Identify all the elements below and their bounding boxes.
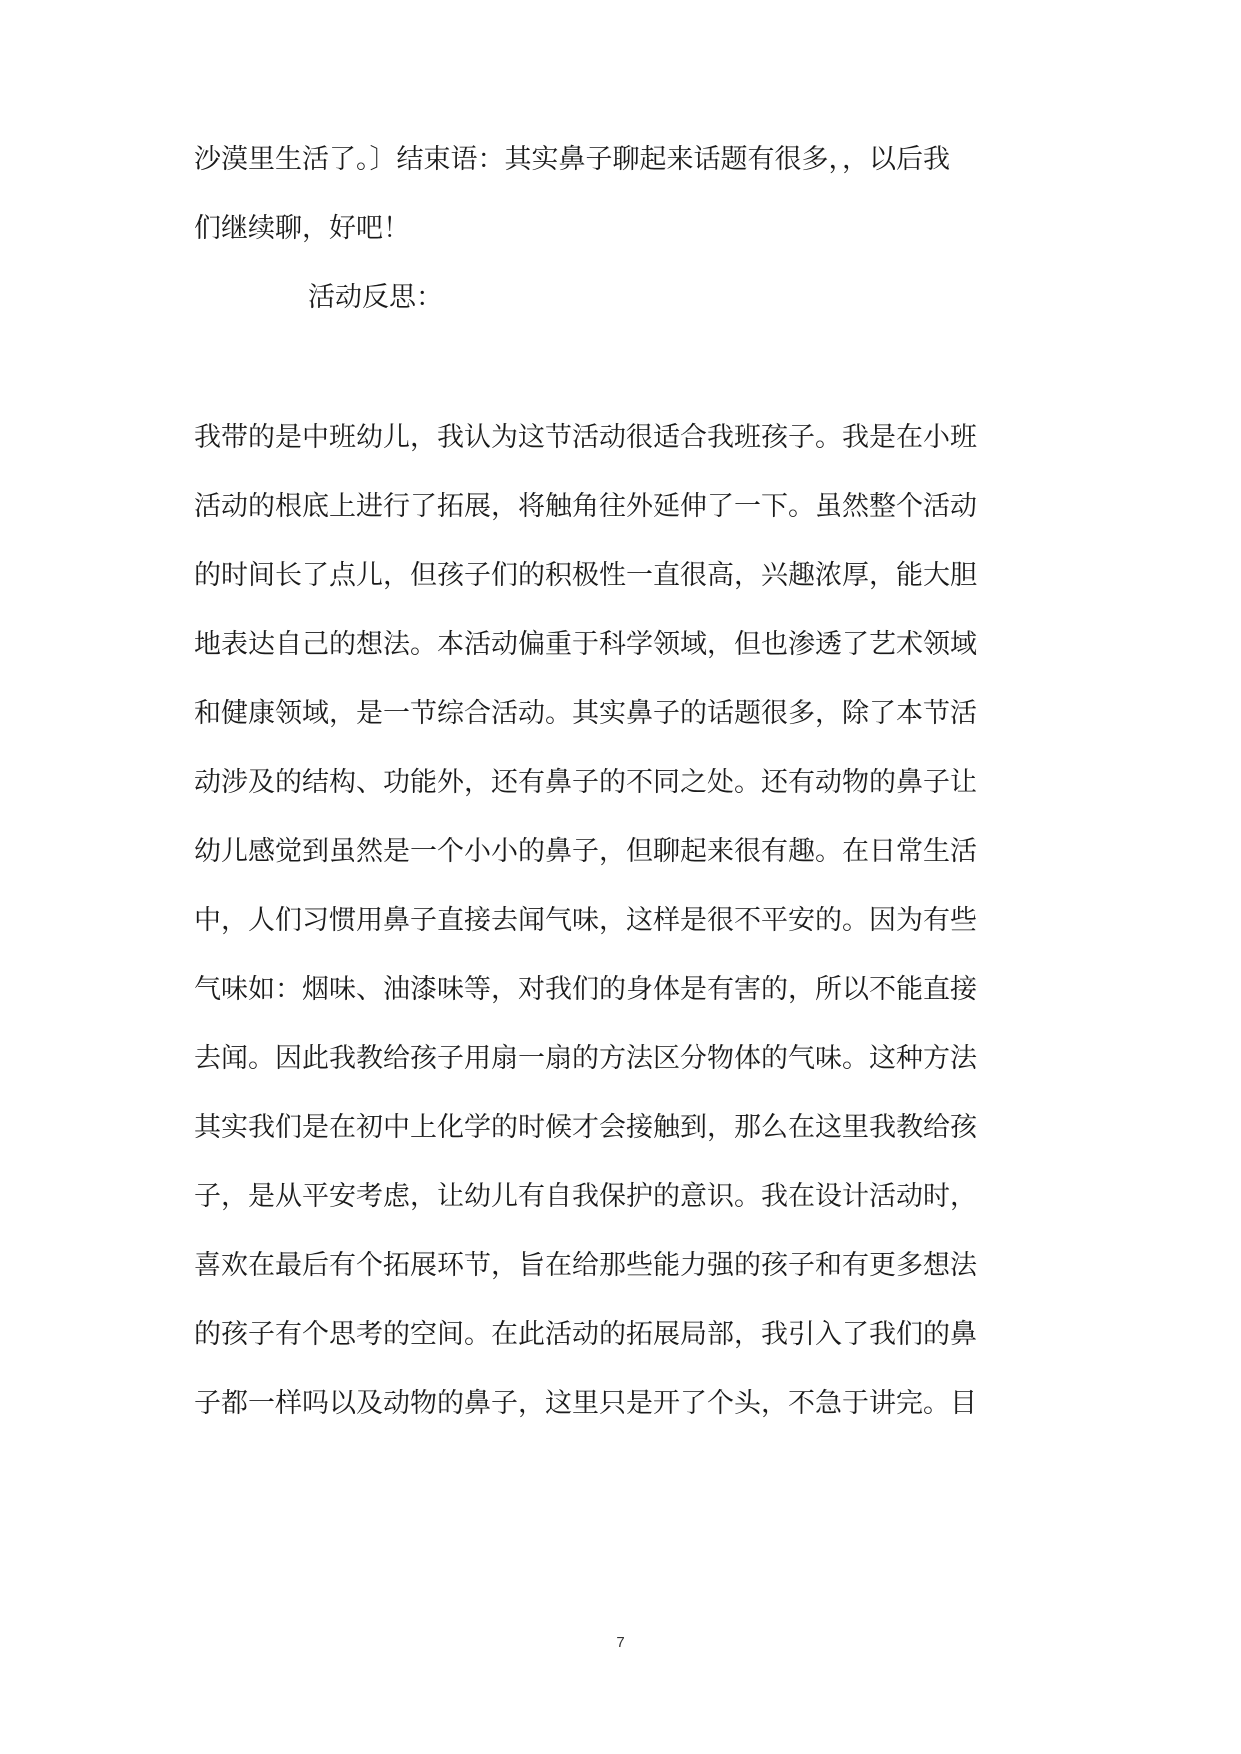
text-line: 们继续聊，好吧！: [194, 213, 410, 244]
text-line: 动涉及的结构、功能外，还有鼻子的不同之处。还有动物的鼻子让: [194, 767, 977, 798]
text-line: 气味如：烟味、油漆味等，对我们的身体是有害的，所以不能直接: [194, 974, 977, 1005]
text-line: 的孩子有个思考的空间。在此活动的拓展局部，我引入了我们的鼻: [194, 1319, 977, 1350]
text-line: 地表达自己的想法。本活动偏重于科学领域，但也渗透了艺术领域: [194, 629, 977, 660]
text-line: 我带的是中班幼儿，我认为这节活动很适合我班孩子。我是在小班: [194, 422, 977, 453]
section-heading: 活动反思：: [308, 282, 443, 313]
page-number: 7: [616, 1634, 625, 1651]
text-line: 子，是从平安考虑，让幼儿有自我保护的意识。我在设计活动时，: [194, 1181, 977, 1212]
text-line: 的时间长了点儿，但孩子们的积极性一直很高，兴趣浓厚，能大胆: [194, 560, 977, 591]
text-line: 子都一样吗以及动物的鼻子，这里只是开了个头，不急于讲完。目: [194, 1388, 977, 1419]
text-line: 和健康领域，是一节综合活动。其实鼻子的话题很多，除了本节活: [194, 698, 977, 729]
text-line: 中，人们习惯用鼻子直接去闻气味，这样是很不平安的。因为有些: [194, 905, 977, 936]
text-line: 喜欢在最后有个拓展环节，旨在给那些能力强的孩子和有更多想法: [194, 1250, 977, 1281]
text-line: 其实我们是在初中上化学的时候才会接触到，那么在这里我教给孩: [194, 1112, 977, 1143]
text-line: 幼儿感觉到虽然是一个小小的鼻子，但聊起来很有趣。在日常生活: [194, 836, 977, 867]
text-line: 去闻。因此我教给孩子用扇一扇的方法区分物体的气味。这种方法: [194, 1043, 977, 1074]
text-line: 活动的根底上进行了拓展，将触角往外延伸了一下。虽然整个活动: [194, 491, 977, 522]
text-line: 沙漠里生活了。〕结束语：其实鼻子聊起来话题有很多，，以后我: [194, 144, 950, 175]
